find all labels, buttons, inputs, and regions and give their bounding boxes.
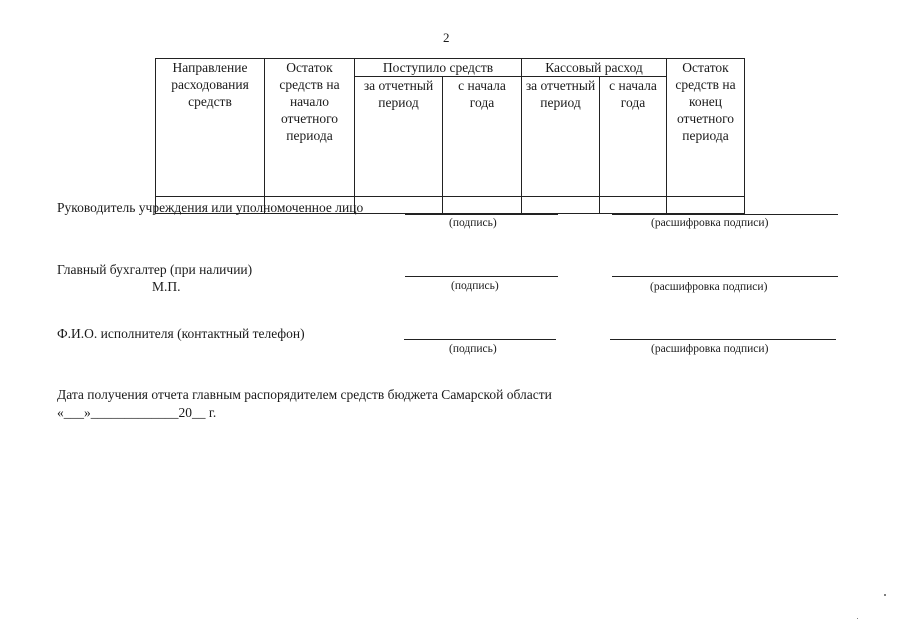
head-signature-caption: (подпись) bbox=[449, 217, 497, 229]
header-expense-period: за отчетный период bbox=[522, 77, 600, 197]
table-cell bbox=[600, 197, 667, 214]
report-table bbox=[155, 58, 745, 214]
executor-signature-line[interactable] bbox=[404, 339, 556, 340]
page-number: 2 bbox=[443, 30, 450, 45]
executor-decode-line[interactable] bbox=[610, 339, 836, 340]
header-balance-end: Остаток средств на конец отчетного периода bbox=[667, 59, 745, 197]
table-cell bbox=[355, 197, 443, 214]
accountant-signature-line[interactable] bbox=[405, 276, 558, 277]
head-decode-line[interactable] bbox=[612, 214, 838, 215]
receipt-text: Дата получения отчета главным распорядителем средств бюджета Самарской области bbox=[57, 387, 552, 402]
executor-decode-caption: (расшифровка подписи) bbox=[651, 343, 769, 355]
scan-speck bbox=[857, 618, 858, 619]
header-balance-start: Остаток средств на начало отчетного периода bbox=[265, 59, 355, 197]
accountant-signature-caption: (подпись) bbox=[451, 280, 499, 292]
table-cell bbox=[443, 197, 522, 214]
header-received: Поступило средств bbox=[355, 59, 522, 77]
head-signature-line[interactable] bbox=[405, 214, 558, 215]
scan-speck bbox=[884, 594, 886, 596]
executor-label: Ф.И.О. исполнителя (контактный телефон) bbox=[57, 326, 305, 341]
table-cell bbox=[667, 197, 745, 214]
stamp-place: М.П. bbox=[152, 279, 181, 294]
header-expense-year: с начала года bbox=[600, 77, 667, 197]
table-cell bbox=[522, 197, 600, 214]
accountant-decode-caption: (расшифровка подписи) bbox=[650, 281, 768, 293]
header-received-period: за отчетный период bbox=[355, 77, 443, 197]
head-decode-caption: (расшифровка подписи) bbox=[651, 217, 769, 229]
header-direction: Направление расходования средств bbox=[156, 59, 265, 197]
head-label: Руководитель учреждения или уполномоченное лицо bbox=[57, 200, 364, 215]
receipt-date-field[interactable]: «___»_____________20__ г. bbox=[57, 405, 217, 420]
accountant-label: Главный бухгалтер (при наличии) bbox=[57, 262, 253, 277]
accountant-decode-line[interactable] bbox=[612, 276, 838, 277]
header-received-year: с начала года bbox=[443, 77, 522, 197]
executor-signature-caption: (подпись) bbox=[449, 343, 497, 355]
header-cash-expense: Кассовый расход bbox=[522, 59, 667, 77]
